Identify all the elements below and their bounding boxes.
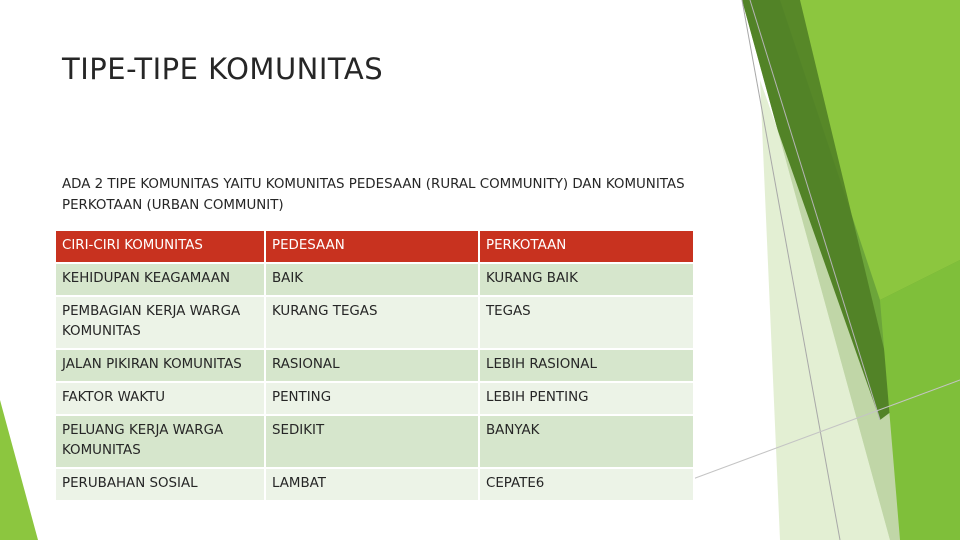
left-facet — [0, 400, 38, 540]
urban-value: LEBIH PENTING — [479, 382, 694, 415]
rural-value: LAMBAT — [265, 468, 479, 501]
rural-value: BAIK — [265, 263, 479, 296]
urban-value: TEGAS — [479, 296, 694, 349]
row-label: PELUANG KERJA WARGA KOMUNITAS — [55, 415, 265, 468]
rural-value: KURANG TEGAS — [265, 296, 479, 349]
table-row — [55, 263, 694, 296]
urban-value: KURANG BAIK — [479, 263, 694, 296]
row-label: PEMBAGIAN KERJA WARGA KOMUNITAS — [55, 296, 265, 349]
table-row — [55, 415, 694, 468]
community-comparison-table — [54, 229, 695, 502]
urban-value: CEPATE6 — [479, 468, 694, 501]
rural-value: PENTING — [265, 382, 479, 415]
intro-text: ADA 2 TIPE KOMUNITAS YAITU KOMUNITAS PEDESAAN (RURAL COMMUNITY) DAN KOMUNITAS PERKOTAAN (URBAN COMMUNIT) — [62, 177, 685, 213]
table-row — [55, 382, 694, 415]
row-label: FAKTOR WAKTU — [55, 382, 265, 415]
table-row — [55, 468, 694, 501]
header-cell-perkotaan: PERKOTAAN — [479, 230, 694, 263]
urban-value: BANYAK — [479, 415, 694, 468]
row-label: JALAN PIKIRAN KOMUNITAS — [55, 349, 265, 382]
table-header-row — [55, 230, 694, 263]
table-row — [55, 296, 694, 349]
slide-title: TIPE-TIPE KOMUNITAS — [62, 52, 384, 86]
row-label: KEHIDUPAN KEAGAMAAN — [55, 263, 265, 296]
header-cell-pedesaan: PEDESAAN — [265, 230, 479, 263]
rural-value: RASIONAL — [265, 349, 479, 382]
rural-value: SEDIKIT — [265, 415, 479, 468]
table-row — [55, 349, 694, 382]
urban-value: LEBIH RASIONAL — [479, 349, 694, 382]
header-cell-ciri: CIRI-CIRI KOMUNITAS — [55, 230, 265, 263]
row-label: PERUBAHAN SOSIAL — [55, 468, 265, 501]
